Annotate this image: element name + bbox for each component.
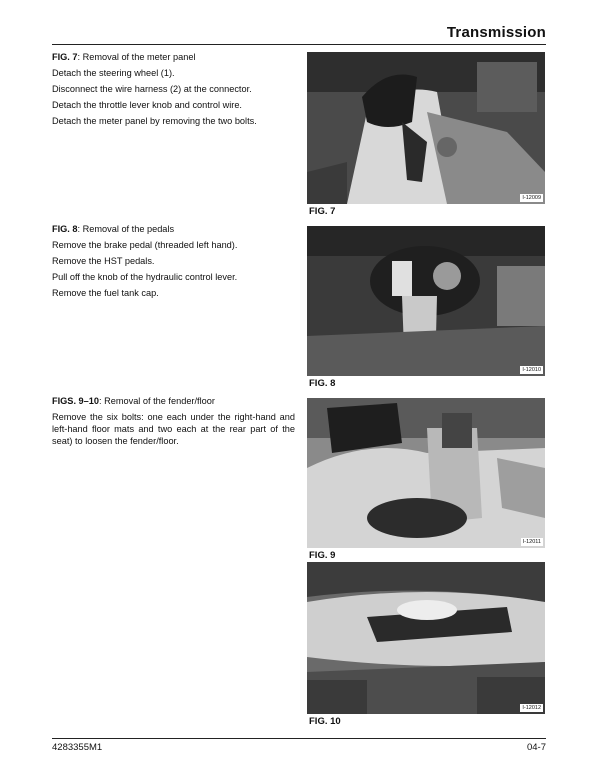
heading-text: : Removal of the pedals: [77, 224, 175, 234]
image-id-label: I-12010: [522, 367, 541, 373]
instruction-line: Pull off the knob of the hydraulic control lever.: [52, 271, 238, 282]
instruction-line: Remove the HST pedals.: [52, 255, 155, 266]
fig-reference: FIGS. 9–10: [52, 396, 99, 406]
instruction-line: Detach the throttle lever knob and control wire.: [52, 99, 242, 110]
section-fender-floor: [52, 396, 295, 452]
photo-pedals: [307, 226, 545, 376]
section-heading: [52, 396, 295, 408]
image-id-label: I-12012: [522, 705, 541, 711]
section-heading: [52, 224, 295, 236]
figure-photo-pedals: [307, 226, 545, 376]
document-number: 4283355M1: [52, 742, 103, 753]
instruction-line: Detach the meter panel by removing the two bolts.: [52, 115, 257, 126]
figure-caption: FIG. 9: [309, 550, 336, 561]
heading-text: : Removal of the fender/floor: [98, 396, 215, 406]
fig-reference: FIG. 8: [52, 224, 78, 234]
heading-text: : Removal of the meter panel: [77, 52, 196, 62]
figure-photo-meter-panel: [307, 52, 545, 204]
photo-fender: [307, 398, 545, 548]
figure-caption: FIG. 10: [309, 716, 341, 727]
instruction-line: Detach the steering wheel (1).: [52, 67, 175, 78]
section-meter-panel: [52, 52, 295, 132]
page-title: Transmission: [446, 24, 546, 41]
photo-floor: [307, 562, 545, 714]
instruction-line: Disconnect the wire harness (2) at the connector.: [52, 83, 252, 94]
section-heading: [52, 52, 295, 64]
section-pedals: [52, 224, 295, 304]
figure-caption: FIG. 8: [309, 378, 336, 389]
photo-meter-panel: [307, 52, 545, 204]
footer-divider: [52, 738, 546, 739]
instruction-line: Remove the brake pedal (threaded left hand).: [52, 239, 238, 250]
header-divider: [52, 44, 546, 45]
figure-photo-floor: [307, 562, 545, 714]
fig-reference: FIG. 7: [52, 52, 78, 62]
page-number: 04-7: [526, 742, 546, 753]
image-id-label: I-12009: [522, 195, 541, 201]
instruction-line: Remove the fuel tank cap.: [52, 287, 159, 298]
instruction-paragraph: Remove the six bolts: one each under the right-hand and left-hand floor mats and two each at the rear part of the seat) to loosen the fender/floor.: [52, 411, 295, 446]
image-id-label: I-12011: [522, 539, 541, 545]
figure-photo-fender: [307, 398, 545, 548]
figure-caption: FIG. 7: [309, 206, 336, 217]
